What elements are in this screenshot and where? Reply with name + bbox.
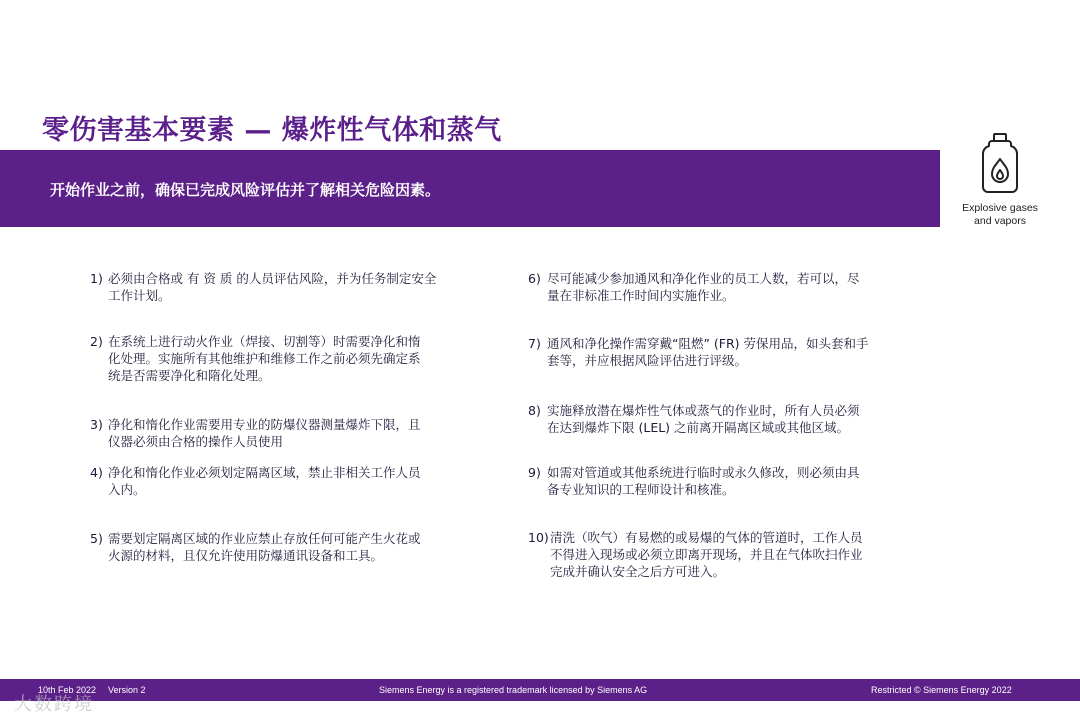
item-line: 清洗（吹气）有易燃的或易爆的气体的管道时，工作人员	[550, 530, 863, 545]
item-number: 4)	[90, 465, 103, 480]
footer-bar	[0, 679, 1080, 701]
page-title: 零伤害基本要素 — 爆炸性气体和蒸气	[42, 115, 502, 146]
item-number: 3)	[90, 417, 103, 432]
item-line: 需要划定隔离区域的作业应禁止存放任何可能产生火花或	[108, 531, 421, 546]
item-line: 在系统上进行动火作业（焊接、切割等）时需要净化和惰	[108, 334, 421, 349]
item-line: 火源的材料，且仅允许使用防爆通讯设备和工具。	[108, 548, 384, 563]
banner-text: 开始作业之前，确保已完成风险评估并了解相关危险因素。	[50, 181, 441, 199]
item-number: 8)	[528, 403, 541, 418]
item-number: 10)	[528, 530, 549, 545]
item-line: 备专业知识的工程师设计和核准。	[547, 482, 735, 497]
item-line: 在达到爆炸下限 (LEL) 之前离开隔离区域或其他区域。	[547, 420, 850, 435]
item-number: 2)	[90, 334, 103, 349]
item-number: 7)	[528, 336, 541, 351]
item-line: 尽可能减少参加通风和净化作业的员工人数，若可以，尽	[547, 271, 860, 286]
item-number: 5)	[90, 531, 103, 546]
item-number: 9)	[528, 465, 541, 480]
item-line: 化处理。实施所有其他维护和维修工作之前必须先确定系	[108, 351, 421, 366]
item-line: 量在非标准工作时间内实施作业。	[547, 288, 735, 303]
item-line: 入内。	[108, 482, 146, 497]
item-line: 净化和惰化作业需要用专业的防爆仪器测量爆炸下限，且	[108, 417, 421, 432]
item-line: 净化和惰化作业必须划定隔离区域，禁止非相关工作人员	[108, 465, 421, 480]
footer-date: 10th Feb 2022	[38, 685, 97, 695]
item-line: 仪器必须由合格的操作人员使用	[108, 434, 284, 449]
item-number: 6)	[528, 271, 541, 286]
item-line: 完成并确认安全之后方可进入。	[550, 564, 726, 579]
item-line: 不得进入现场或必须立即离开现场，并且在气体吹扫作业	[550, 547, 863, 562]
watermark: 大数跨境	[14, 694, 94, 715]
icon-label-line1: Explosive gases	[962, 202, 1038, 214]
item-line: 统是否需要净化和隋化处理。	[108, 368, 271, 383]
item-line: 套等，并应根据风险评估进行评级。	[547, 353, 748, 368]
item-line: 如需对管道或其他系统进行临时或永久修改，则必须由具	[547, 465, 860, 480]
footer-trademark: Siemens Energy is a registered trademark licensed by Siemens AG	[379, 685, 648, 695]
item-line: 工作计划。	[108, 288, 171, 303]
item-number: 1)	[90, 271, 103, 286]
icon-label	[955, 202, 1045, 228]
header-banner	[0, 150, 940, 227]
icon-label-line2: and vapors	[974, 215, 1026, 227]
gas-cylinder-flame-icon	[979, 132, 1021, 196]
footer-classification: Restricted © Siemens Energy 2022	[871, 685, 1012, 695]
item-line: 必须由合格或 有 资 质 的人员评估风险，并为任务制定安全	[108, 271, 437, 286]
item-line: 通风和净化操作需穿戴“阻燃” (FR) 劳保用品，如头套和手	[547, 336, 869, 351]
hazard-icon-block	[955, 130, 1045, 230]
item-line: 实施释放潜在爆炸性气体或蒸气的作业时，所有人员必须	[547, 403, 860, 418]
footer-version: Version 2	[108, 685, 146, 695]
